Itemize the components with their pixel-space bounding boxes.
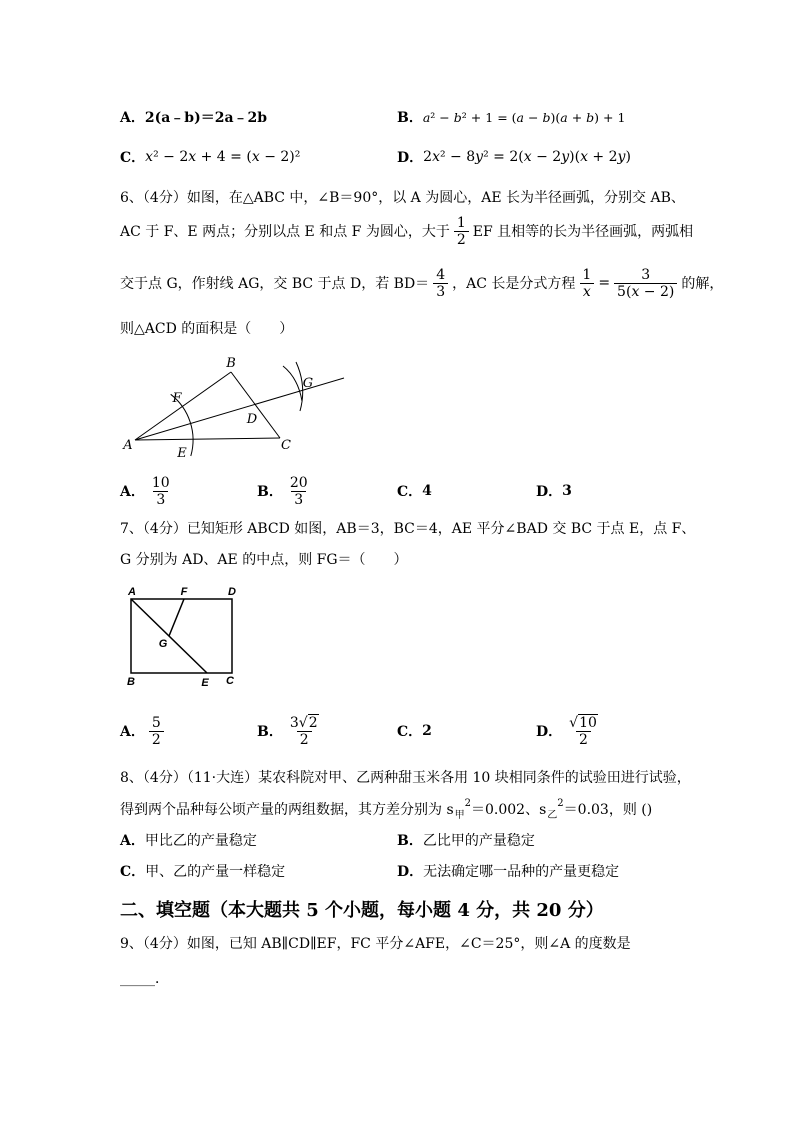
option-letter: D． bbox=[536, 724, 563, 740]
arc-g-2 bbox=[296, 362, 303, 411]
q5-option-d bbox=[397, 142, 631, 172]
fraction-denominator: 3 bbox=[153, 491, 168, 508]
option-text: 2(a﹣b)＝2a﹣2b bbox=[144, 110, 268, 126]
q6-line-2 bbox=[120, 211, 693, 251]
q5-option-b bbox=[397, 102, 625, 132]
question-text: 则△ACD 的面积是（ ） bbox=[120, 321, 294, 337]
fraction-bd bbox=[433, 267, 448, 300]
option-fraction bbox=[149, 475, 173, 508]
question-text: 7、（4分）已知矩形 ABCD 如图，AB＝3，BC＝4，AE 平分∠BAD 交 BC 于点 E，点 F、 bbox=[120, 521, 696, 537]
point-label-g: G bbox=[158, 638, 168, 650]
q5-option-a bbox=[120, 102, 267, 132]
point-label-d: D bbox=[228, 586, 236, 598]
point-label-d: D bbox=[246, 412, 258, 427]
point-label-e: E bbox=[177, 446, 187, 461]
q8-option-c bbox=[120, 856, 285, 886]
q8-line-1 bbox=[120, 762, 691, 792]
q8-line-2 bbox=[120, 794, 652, 824]
fraction-denominator: 2 bbox=[576, 731, 591, 748]
question-text: AC 于 F、E 两点；分别以点 E 和点 F 为圆心，大于 bbox=[120, 224, 450, 240]
option-text: 3 bbox=[562, 483, 572, 499]
segment-ab bbox=[135, 372, 231, 440]
answer-blank: _____． bbox=[120, 971, 169, 987]
point-label-b: B bbox=[226, 356, 236, 371]
option-letter: B． bbox=[397, 833, 423, 849]
q6-line-3 bbox=[120, 263, 723, 303]
fraction-numerator: 10 bbox=[151, 474, 170, 491]
option-letter: D． bbox=[397, 864, 424, 880]
q5-option-c bbox=[120, 142, 300, 172]
point-label-g: G bbox=[302, 376, 314, 391]
fraction-numerator bbox=[287, 715, 322, 731]
option-letter: C． bbox=[397, 484, 423, 500]
option-fraction bbox=[287, 475, 311, 508]
question-text: EF 且相等的长为半径画弧，两弧相 bbox=[472, 224, 694, 240]
option-fraction bbox=[566, 715, 601, 748]
option-fraction bbox=[149, 715, 164, 748]
option-letter: B． bbox=[257, 484, 283, 500]
q6-line-1 bbox=[120, 182, 685, 212]
option-formula: 2x² − 8y² = 2(x − 2y)(x + 2y) bbox=[423, 149, 631, 165]
subscript-jia: 甲 bbox=[454, 809, 465, 821]
q6-line-4 bbox=[120, 313, 293, 343]
section-heading-fill-in bbox=[120, 894, 604, 924]
option-text: 乙比甲的产量稳定 bbox=[422, 833, 535, 849]
q7-option-d bbox=[536, 711, 605, 751]
option-formula: x² − 2x + 4 = (x − 2)² bbox=[145, 149, 301, 165]
question-text: 的解， bbox=[681, 276, 724, 292]
q7-rectangle-figure bbox=[120, 582, 245, 694]
q9-line-2 bbox=[120, 963, 169, 993]
option-letter: A． bbox=[120, 833, 145, 849]
option-letter: C． bbox=[397, 724, 423, 740]
fraction-numerator: 5 bbox=[151, 714, 161, 731]
option-letter: C． bbox=[120, 150, 146, 166]
equation-left-fraction bbox=[579, 267, 594, 300]
question-text: 6、（4分）如图，在△ABC 中，∠B＝90°，以 A 为圆心，AE 长为半径画弧，分别交 AB、 bbox=[120, 190, 685, 206]
fraction-numerator: 20 bbox=[289, 474, 308, 491]
option-text: 无法确定哪一品种的产量更稳定 bbox=[423, 864, 620, 880]
superscript-2: 2 bbox=[464, 797, 472, 809]
equals-sign: = bbox=[598, 275, 611, 291]
radical-coefficient: 3 bbox=[289, 714, 299, 731]
radicand: 2 bbox=[308, 714, 318, 731]
fraction-denominator: 2 bbox=[297, 731, 312, 748]
option-letter: A． bbox=[120, 110, 145, 126]
fraction-numerator: 4 bbox=[436, 266, 446, 283]
option-text: 2 bbox=[422, 723, 432, 739]
question-text: ＝0.002、s bbox=[471, 802, 547, 818]
q7-option-b bbox=[257, 711, 326, 751]
question-text: ，AC 长是分式方程 bbox=[452, 276, 576, 292]
fraction-denominator: 2 bbox=[454, 231, 469, 248]
section-title: 二、填空题（本大题共 5 个小题，每小题 4 分，共 20 分） bbox=[120, 900, 604, 921]
q8-option-d bbox=[397, 856, 619, 886]
fraction-denominator: 3 bbox=[433, 283, 448, 300]
option-letter: B． bbox=[257, 724, 283, 740]
q6-triangle-figure bbox=[115, 350, 355, 470]
question-text: 9、（4分）如图，已知 AB∥CD∥EF，FC 平分∠AFE，∠C＝25°，则∠A 的度数是 bbox=[120, 936, 631, 952]
equation-right-fraction bbox=[614, 267, 677, 300]
option-letter: A． bbox=[120, 724, 145, 740]
fraction-one-half bbox=[454, 215, 469, 248]
question-text: 得到两个品种每公顷产量的两组数据，其方差分别为 s bbox=[120, 802, 454, 818]
fraction-denominator: x bbox=[580, 283, 594, 300]
point-label-e: E bbox=[201, 677, 209, 689]
fraction-denominator: 5(x − 2) bbox=[614, 283, 677, 300]
subscript-yi: 乙 bbox=[547, 809, 558, 821]
option-text: 甲、乙的产量一样稳定 bbox=[145, 864, 286, 880]
point-label-a: A bbox=[128, 586, 136, 598]
question-text: G 分别为 AD、AE 的中点，则 FG＝（ ） bbox=[120, 552, 408, 568]
radical-sign: √ bbox=[569, 714, 579, 731]
radicand: 10 bbox=[579, 714, 597, 731]
q7-line-2 bbox=[120, 544, 408, 574]
segment-ac bbox=[135, 438, 280, 440]
point-label-f: F bbox=[172, 391, 182, 406]
fraction-numerator: 1 bbox=[456, 214, 466, 231]
radical-sign: √ bbox=[298, 714, 308, 731]
fraction-numerator bbox=[566, 715, 601, 731]
q7-line-1 bbox=[120, 513, 695, 543]
option-text: 4 bbox=[422, 483, 432, 499]
q6-option-c bbox=[397, 471, 432, 511]
option-letter: B． bbox=[397, 110, 423, 126]
superscript-2: 2 bbox=[557, 797, 564, 809]
option-formula: a² − b² + 1 = (a − b)(a + b) + 1 bbox=[422, 109, 626, 125]
option-letter: A． bbox=[120, 484, 145, 500]
point-label-c: C bbox=[226, 675, 234, 687]
question-text: ＝0.03，则 () bbox=[563, 802, 653, 818]
point-label-a: A bbox=[123, 438, 133, 453]
q6-option-a bbox=[120, 471, 177, 511]
fraction-numerator: 1 bbox=[582, 266, 592, 283]
question-text: 8、（4分）（11·大连）某农科院对甲、乙两种甜玉米各用 10 块相同条件的试验田进行试验， bbox=[120, 770, 691, 786]
q7-option-c bbox=[397, 711, 432, 751]
segment-bc bbox=[231, 372, 280, 438]
rectangle-abcd bbox=[131, 599, 232, 673]
option-letter: D． bbox=[397, 150, 424, 166]
option-fraction bbox=[287, 715, 322, 748]
fraction-denominator: 3 bbox=[291, 491, 306, 508]
option-letter: C． bbox=[120, 864, 146, 880]
q7-option-a bbox=[120, 711, 168, 751]
fraction-numerator: 3 bbox=[641, 266, 651, 283]
segment-fg bbox=[169, 599, 184, 636]
option-text: 甲比乙的产量稳定 bbox=[144, 833, 257, 849]
q6-option-d bbox=[536, 471, 572, 511]
q6-option-b bbox=[257, 471, 315, 511]
point-label-c: C bbox=[281, 438, 291, 453]
q9-line-1 bbox=[120, 928, 631, 958]
option-letter: D． bbox=[536, 484, 563, 500]
q8-option-a bbox=[120, 825, 257, 855]
q8-option-b bbox=[397, 825, 535, 855]
question-text: 交于点 G，作射线 AG，交 BC 于点 D，若 BD＝ bbox=[120, 276, 430, 292]
point-label-f: F bbox=[180, 586, 188, 598]
fraction-denominator: 2 bbox=[149, 731, 164, 748]
point-label-b: B bbox=[127, 676, 135, 688]
